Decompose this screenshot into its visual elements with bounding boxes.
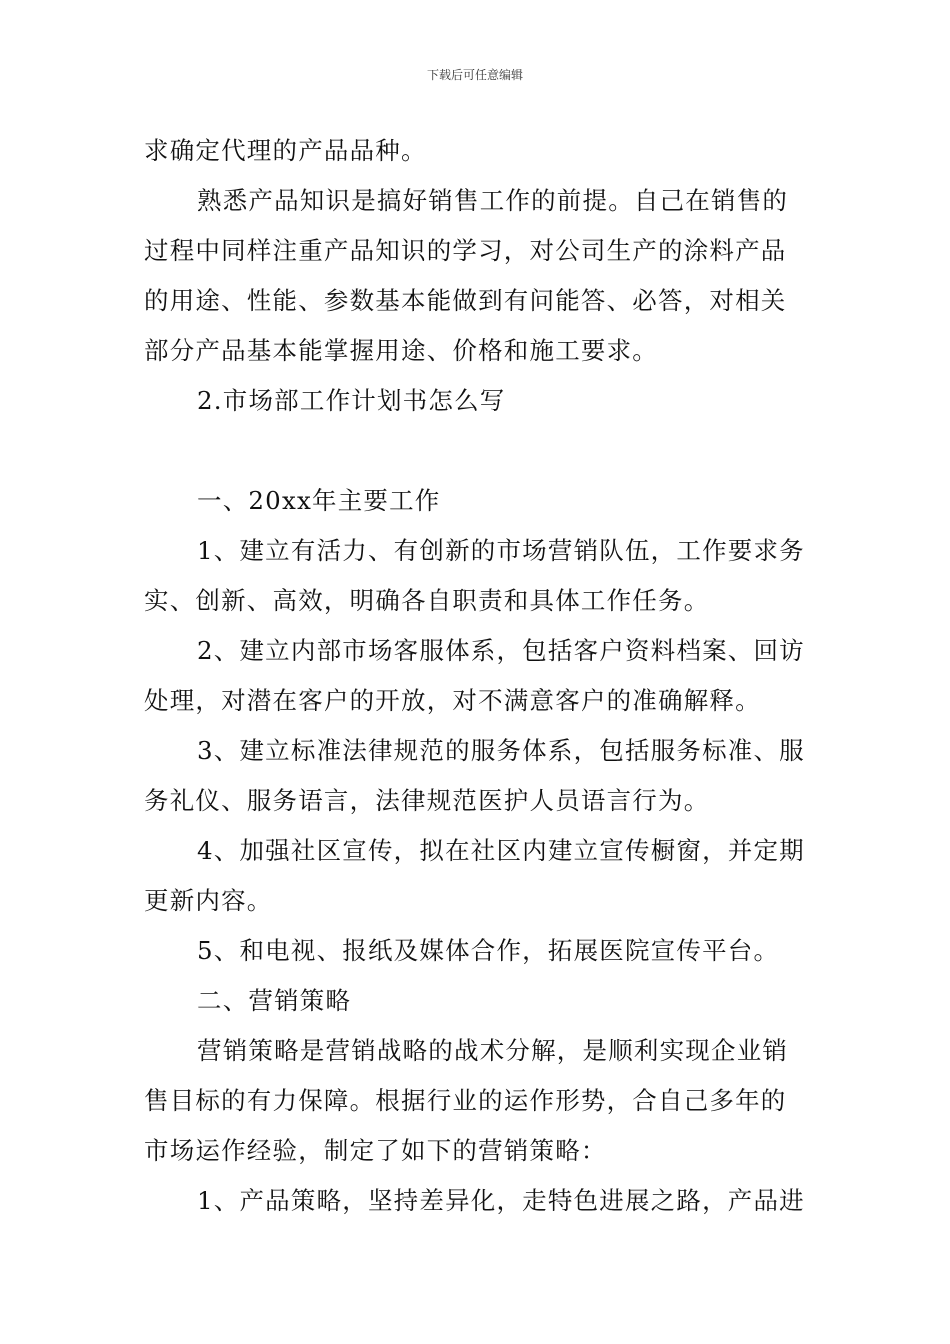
list-item-2: 2、建立内部市场客服体系，包括客户资料档案、回访处理，对潜在客户的开放，对不满意客户的准确解释。 <box>144 636 805 715</box>
document-body <box>144 126 808 1226</box>
list-item-4: 4、加强社区宣传，拟在社区内建立宣传橱窗，并定期更新内容。 <box>144 836 805 915</box>
list-item-3: 3、建立标准法律规范的服务体系，包括服务标准、服务礼仪、服务语言，法律规范医护人员语言行为。 <box>144 736 805 815</box>
list-item-1: 1、建立有活力、有创新的市场营销队伍，工作要求务实、创新、高效，明确各自职责和具体工作任务。 <box>144 536 805 615</box>
section-heading-plan: 2.市场部工作计划书怎么写 <box>197 386 506 415</box>
section-heading-marketing-strategy: 二、营销策略 <box>197 986 352 1015</box>
list-item-product-strategy: 1、产品策略，坚持差异化，走特色进展之路，产品进 <box>197 1186 805 1215</box>
paragraph-continuation: 求确定代理的产品品种。 <box>144 136 427 165</box>
paragraph-marketing-strategy: 营销策略是营销战略的战术分解，是顺利实现企业销售目标的有力保障。根据行业的运作形势，合自己多年的市场运作经验，制定了如下的营销策略： <box>144 1036 789 1165</box>
section-heading-main-work: 一、20xx年主要工作 <box>197 486 441 515</box>
paragraph-product-knowledge: 熟悉产品知识是搞好销售工作的前提。自己在销售的过程中同样注重产品知识的学习，对公司生产的涂料产品的用途、性能、参数基本能做到有问能答、必答，对相关部分产品基本能掌握用途、价格和施工要求。 <box>144 186 789 365</box>
page-header-note: 下载后可任意编辑 <box>426 68 523 82</box>
list-item-5: 5、和电视、报纸及媒体合作，拓展医院宣传平台。 <box>197 936 780 965</box>
blank-line <box>144 426 808 476</box>
